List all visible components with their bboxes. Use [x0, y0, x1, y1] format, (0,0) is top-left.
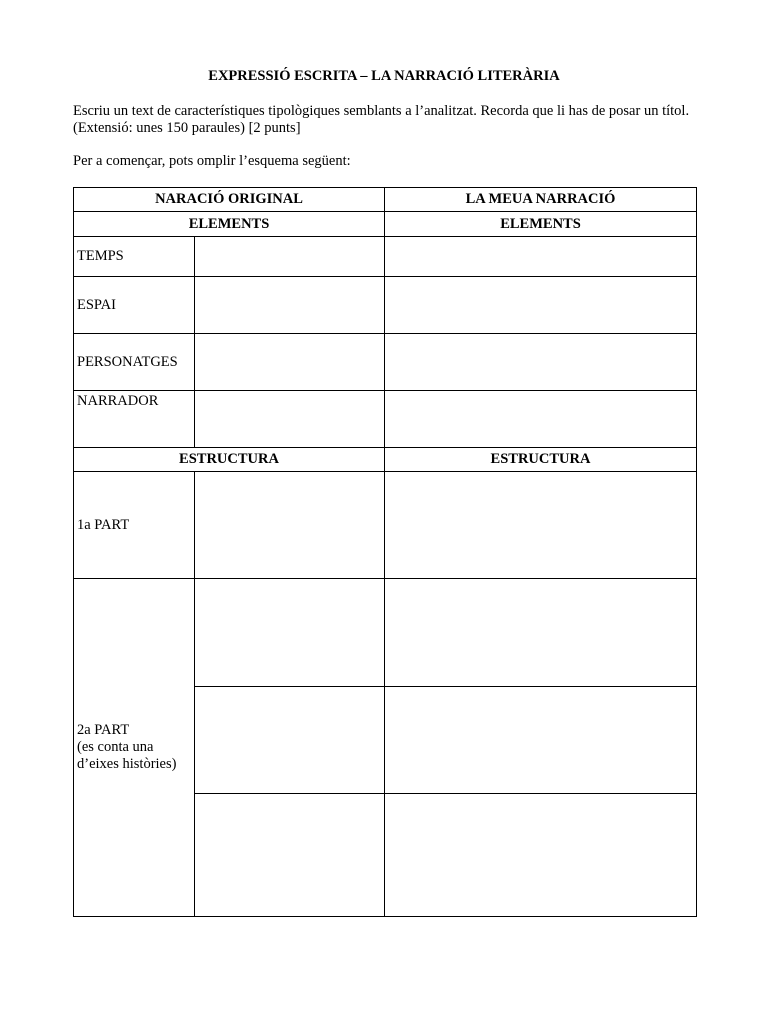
instructions-text: Escriu un text de característiques tipològiques semblants a l’analitzat. Recorda que li has de posar un títol. (Extensió: unes 150 paraules) [2 punts]: [73, 103, 690, 136]
elements-header-row: [74, 212, 697, 237]
table-row: [74, 334, 697, 391]
row-label-part2: 2a PART (es conta una d’eixes històries): [74, 579, 195, 917]
cell-original-temps[interactable]: [195, 237, 385, 277]
row-label-part1: 1a PART: [74, 472, 195, 579]
cell-mine-personatges[interactable]: [385, 334, 697, 391]
cell-mine-part1[interactable]: [385, 472, 697, 579]
row-label-personatges: PERSONATGES: [74, 334, 195, 391]
cell-original-part2-b[interactable]: [195, 687, 385, 794]
header-my-narration: LA MEUA NARRACIÓ: [385, 188, 697, 212]
structure-header-mine: ESTRUCTURA: [385, 448, 697, 472]
table-row: [74, 391, 697, 448]
page-title: EXPRESSIÓ ESCRITA – LA NARRACIÓ LITERÀRIA: [208, 68, 560, 84]
structure-header-row: [74, 448, 697, 472]
structure-header-original: ESTRUCTURA: [74, 448, 385, 472]
cell-original-part1[interactable]: [195, 472, 385, 579]
elements-header-mine: ELEMENTS: [385, 212, 697, 237]
cell-original-part2-c[interactable]: [195, 794, 385, 917]
intro-text: Per a començar, pots omplir l’esquema següent:: [73, 153, 351, 169]
table-row: [74, 579, 697, 687]
cell-mine-part2-c[interactable]: [385, 794, 697, 917]
cell-original-part2-a[interactable]: [195, 579, 385, 687]
table-row: [74, 277, 697, 334]
cell-mine-narrador[interactable]: [385, 391, 697, 448]
header-original-narration: NARACIÓ ORIGINAL: [74, 188, 385, 212]
cell-mine-temps[interactable]: [385, 237, 697, 277]
elements-header-original: ELEMENTS: [74, 212, 385, 237]
table-header-row: [74, 188, 697, 212]
cell-mine-part2-a[interactable]: [385, 579, 697, 687]
table-row: [74, 237, 697, 277]
row-label-temps: TEMPS: [74, 237, 195, 277]
narrative-schema-table: [73, 187, 697, 917]
row-label-narrador: NARRADOR: [74, 391, 195, 448]
cell-original-narrador[interactable]: [195, 391, 385, 448]
row-label-espai: ESPAI: [74, 277, 195, 334]
table-row: [74, 472, 697, 579]
cell-mine-part2-b[interactable]: [385, 687, 697, 794]
cell-mine-espai[interactable]: [385, 277, 697, 334]
cell-original-personatges[interactable]: [195, 334, 385, 391]
cell-original-espai[interactable]: [195, 277, 385, 334]
